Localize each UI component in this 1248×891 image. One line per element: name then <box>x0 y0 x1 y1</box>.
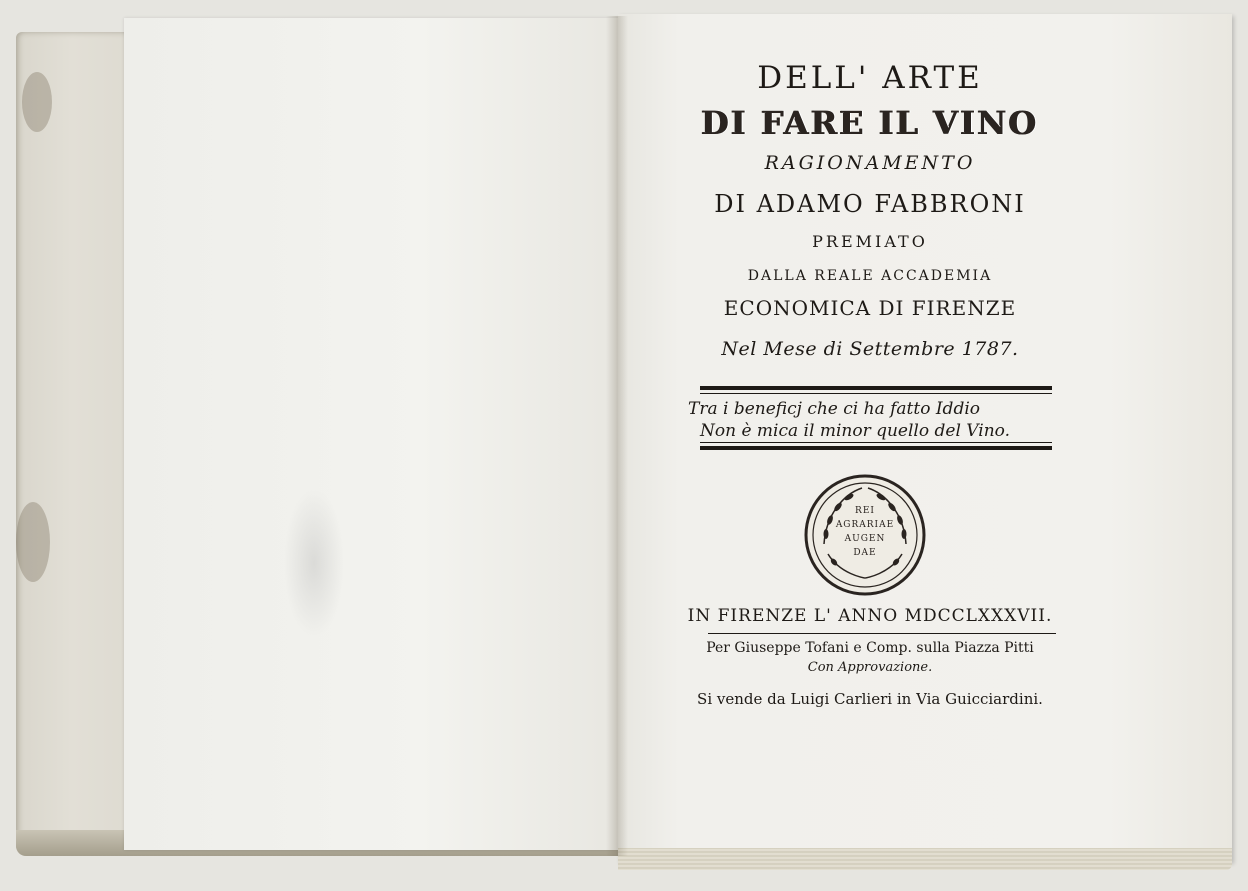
rule-top <box>700 386 1052 390</box>
cover-stain <box>22 72 52 132</box>
academy-line-1: DALLA REALE ACCADEMIA <box>747 268 993 284</box>
date-line: Nel Mese di Settembre 1787. <box>721 338 1019 360</box>
epigraph-line-2: Non è mica il minor quello del Vino. <box>700 421 1010 441</box>
blank-left-page <box>124 18 620 850</box>
seal-text-1: REI <box>855 506 875 516</box>
book-gutter <box>606 16 628 856</box>
imprint-rule <box>708 633 1056 634</box>
rule-bottom <box>700 446 1052 450</box>
subtitle: RAGIONAMENTO <box>764 152 976 174</box>
page-edges <box>618 848 1232 870</box>
title-line-2: DI FARE IL VINO <box>701 104 1039 142</box>
seal-text-2: AGRARIAE <box>835 520 895 530</box>
title-line-1: DELL' ARTE <box>757 60 983 96</box>
rule-top-thin <box>700 393 1052 394</box>
academy-line-2: ECONOMICA DI FIRENZE <box>723 296 1017 320</box>
printer-line: Per Giuseppe Tofani e Comp. sulla Piazza Pitti <box>706 640 1034 656</box>
award-line: PREMIATO <box>812 232 928 251</box>
place-year-line: IN FIRENZE L' ANNO MDCCLXXXVII. <box>687 606 1053 626</box>
page-smudge <box>284 488 344 638</box>
seal-text-3: AUGEN <box>844 534 886 544</box>
seal-text-4: DAE <box>853 548 877 558</box>
seller-line: Si vende da Luigi Carlieri in Via Guicciardini. <box>697 690 1043 708</box>
epigraph-line-1: Tra i beneficj che ci ha fatto Iddio <box>688 399 980 419</box>
author-line: DI ADAMO FABBRONI <box>714 190 1026 218</box>
cover-stain <box>16 502 50 582</box>
approval-line: Con Approvazione. <box>807 660 933 675</box>
rule-bottom-thin <box>700 442 1052 443</box>
